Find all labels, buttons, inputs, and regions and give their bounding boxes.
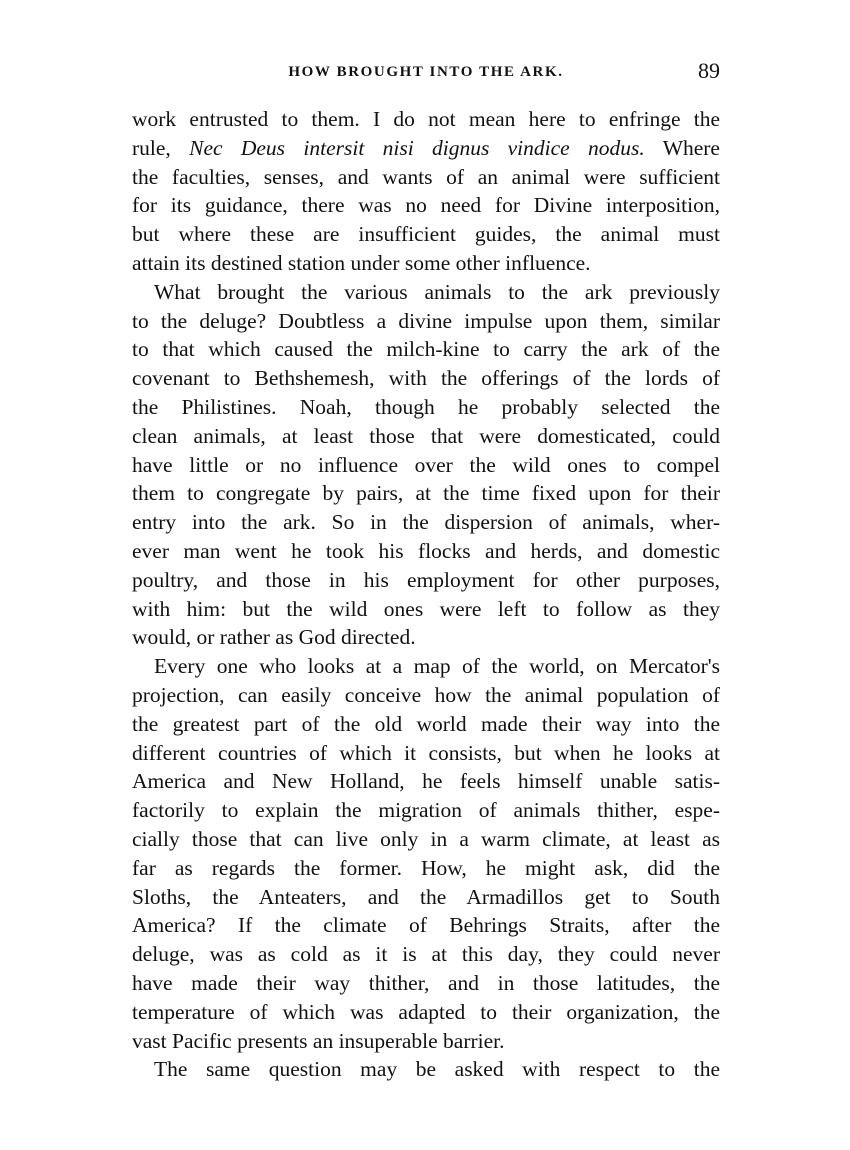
text-line: far as regards the former. How, he might ask, did the — [132, 855, 720, 880]
text-line: covenant to Bethshemesh, with the offerings of the lords of — [132, 366, 720, 391]
text-line: poultry, and those in his employment for other purposes, — [132, 567, 720, 592]
page-number: 89 — [698, 58, 720, 83]
text-line: deluge, was as cold as it is at this day, they could never — [132, 942, 720, 967]
text-line: rule, Nec Deus intersit nisi dignus vindice nodus. Where — [132, 135, 720, 160]
text-line: Every one who looks at a map of the world, on Mercator's — [154, 654, 720, 679]
text-line: different countries of which it consists, but when he looks at — [132, 740, 720, 765]
text-line: to that which caused the milch-kine to carry the ark of the — [132, 337, 720, 362]
text-line: have little or no influence over the wild ones to compel — [132, 452, 720, 477]
text-line: but where these are insufficient guides, the animal must — [132, 222, 720, 247]
text-line: attain its destined station under some other influence. — [132, 250, 591, 275]
text-line: the Philistines. Noah, though he probably selected the — [132, 394, 720, 419]
text-line: clean animals, at least those that were domesticated, could — [132, 423, 720, 448]
text-line: vast Pacific presents an insuperable barrier. — [132, 1028, 505, 1053]
text-line: them to congregate by pairs, at the time fixed upon for their — [132, 481, 720, 506]
text-line: America? If the climate of Behrings Straits, after the — [132, 913, 720, 938]
text-line: for its guidance, there was no need for Divine interposition, — [132, 193, 720, 218]
text-line: the faculties, senses, and wants of an animal were sufficient — [132, 164, 720, 189]
text-line: America and New Holland, he feels himself unable satis- — [132, 769, 720, 794]
text-line: temperature of which was adapted to their organization, the — [132, 999, 720, 1024]
text-line: work entrusted to them. I do not mean here to enfringe the — [132, 107, 720, 131]
text-line: What brought the various animals to the ark previously — [154, 279, 720, 304]
text-line: Sloths, the Anteaters, and the Armadillos get to South — [132, 884, 720, 909]
text-line: entry into the ark. So in the dispersion of animals, wher- — [132, 510, 720, 535]
text-line: factorily to explain the migration of animals thither, espe- — [132, 798, 720, 823]
text-line: ever man went he took his flocks and herds, and domestic — [132, 538, 720, 563]
latin-quotation: Nec Deus intersit nisi dignus vindice nodus. — [189, 135, 645, 160]
text-line: projection, can easily conceive how the animal population of — [132, 682, 720, 707]
text-line: to the deluge? Doubtless a divine impulse upon them, similar — [132, 308, 720, 333]
text-line: with him: but the wild ones were left to follow as they — [132, 596, 720, 621]
running-title: HOW BROUGHT INTO THE ARK. — [288, 64, 564, 80]
text-line: have made their way thither, and in those latitudes, the — [132, 970, 720, 995]
text-line: cially those that can live only in a warm climate, at least as — [132, 826, 720, 851]
text-line: would, or rather as God directed. — [132, 625, 416, 650]
text-line: The same question may be asked with respect to the — [154, 1057, 720, 1082]
text-line: the greatest part of the old world made their way into the — [132, 711, 720, 736]
body-text — [132, 105, 720, 1084]
running-header — [132, 58, 720, 88]
